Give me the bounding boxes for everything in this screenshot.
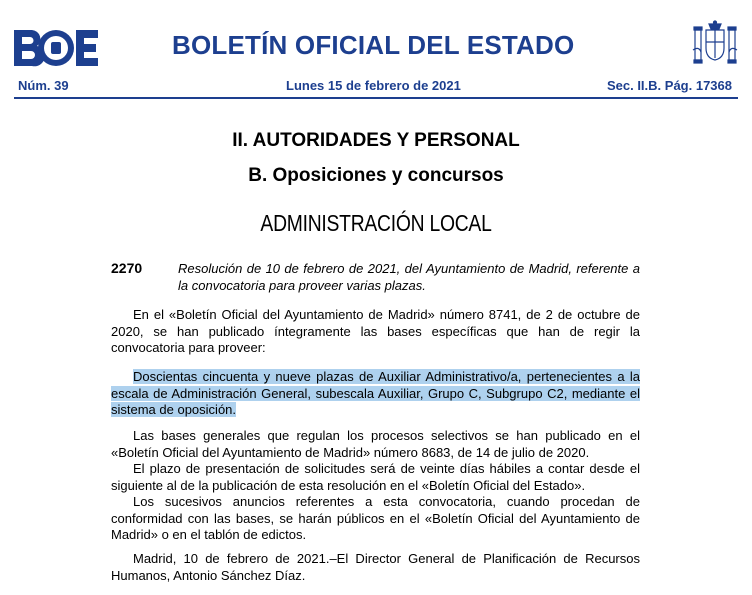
highlighted-text[interactable]: Doscientas cincuenta y nueve plazas de Auxiliar Administrativo/a, pertenecientes a la escala de Administración General, subescala Auxiliar, Grupo C, Subgrupo C2, mediante el sistema de oposición.: [111, 369, 640, 417]
paragraph-highlighted: [111, 369, 640, 419]
issue-date: Lunes 15 de febrero de 2021: [286, 78, 461, 93]
document-number: 2270: [111, 260, 143, 276]
paragraph-intro: En el «Boletín Oficial del Ayuntamiento de Madrid» número 8741, de 2 de octubre de 2020, se han publicado íntegramente las bases específicas que han de regir la convocatoria para proveer:: [111, 307, 640, 355]
paragraph-deadline: El plazo de presentación de solicitudes será de veinte días hábiles a contar desde el siguiente al de la publicación de esta resolución en el «Boletín Oficial del Estado».: [111, 461, 640, 493]
signature-paragraph: Madrid, 10 de febrero de 2021.–El Director General de Planificación de Recursos Humanos, Antonio Sánchez Díaz.: [111, 551, 640, 583]
boe-logo: [12, 26, 100, 70]
header-divider: [14, 97, 738, 99]
paragraph-general-bases: Las bases generales que regulan los procesos selectivos se han publicado en el «Boletín Oficial del Ayuntamiento de Madrid» número 8683, de 14 de julio de 2020.: [111, 428, 640, 460]
bulletin-title: BOLETÍN OFICIAL DEL ESTADO: [172, 30, 575, 60]
paragraph-announcements: Los sucesivos anuncios referentes a esta convocatoria, cuando procedan de conformidad con las bases, se harán públicos en el «Boletín Oficial del Ayuntamiento de Madrid» o en el tablón de edictos.: [111, 494, 640, 542]
section-page: Sec. II.B. Pág. 17368: [606, 78, 732, 93]
subsection-title: B. Oposiciones y concursos: [248, 165, 504, 186]
resolution-summary: Resolución de 10 de febrero de 2021, del Ayuntamiento de Madrid, referente a la convocatoria para proveer varias plazas.: [178, 261, 640, 293]
administration-heading: ADMINISTRACIÓN LOCAL: [260, 210, 492, 236]
issue-number: Núm. 39: [18, 78, 69, 93]
coat-of-arms-icon: [691, 20, 739, 70]
section-title: II. AUTORIDADES Y PERSONAL: [232, 130, 520, 151]
